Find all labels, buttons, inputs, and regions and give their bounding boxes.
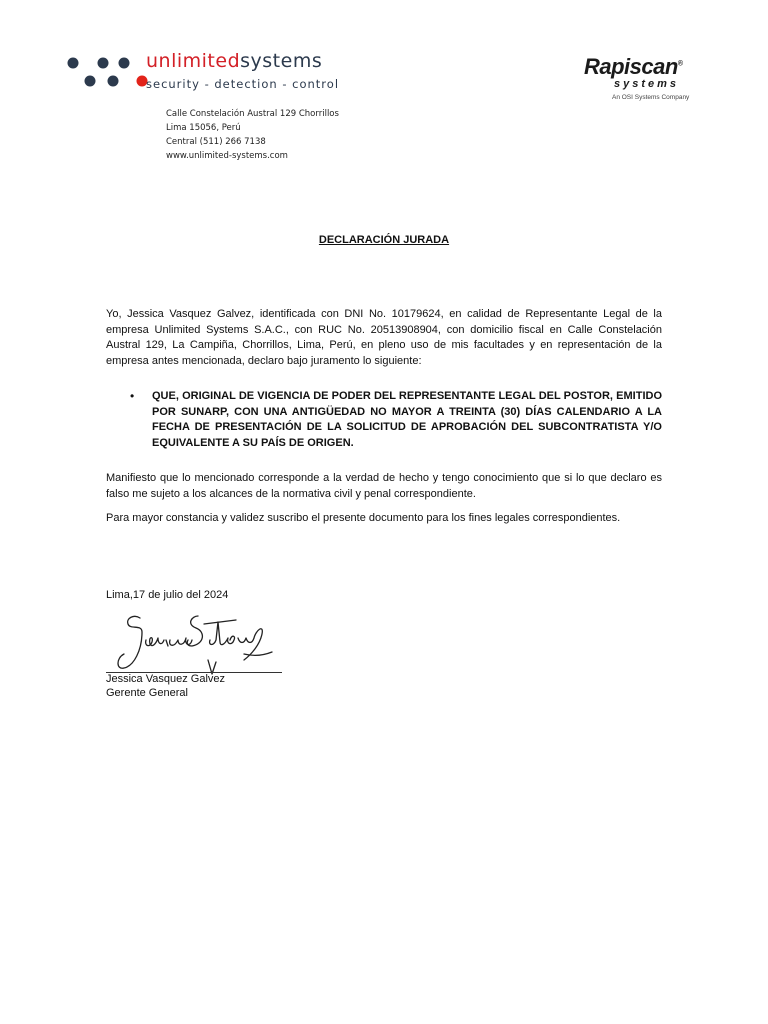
handwritten-signature bbox=[112, 610, 282, 680]
partner-name-text: Rapiscan bbox=[584, 54, 678, 79]
brand-tagline: security - detection - control bbox=[146, 77, 340, 91]
brand-name bbox=[146, 50, 322, 72]
registered-mark: ® bbox=[677, 60, 683, 68]
partner-note: An OSI Systems Company bbox=[612, 94, 690, 101]
acknowledgement-paragraph: Manifiesto que lo mencionado corresponde a la verdad de hecho y tengo conocimiento que si lo que declaro es falso me sujeto a los alcances de la normativa civil y penal correspondiente. bbox=[106, 472, 662, 500]
signer-role: Gerente General bbox=[106, 687, 188, 699]
declaration-paragraph: Yo, Jessica Vasquez Galvez, identificada con DNI No. 10179624, en calidad de Representante Legal de la empresa Unlimited Systems S.A.C., con RUC No. 20513908904, con domicilio fiscal en Calle Constelación Austral 129, La Campiña, Chorrillos, Lima, Perú, en pleno uso de mis facultades y en representación de la empresa antes mencionada, declaro bajo juramento lo siguiente: bbox=[106, 308, 662, 367]
address-line: Lima 15056, Perú bbox=[166, 123, 241, 133]
partner-sub: systems bbox=[614, 78, 680, 90]
company-address bbox=[166, 107, 339, 163]
bullet-icon: • bbox=[130, 389, 135, 403]
validity-paragraph: Para mayor constancia y validez suscribo el presente documento para los fines legales correspondientes. bbox=[106, 512, 621, 524]
address-phone: Central (511) 266 7138 bbox=[166, 137, 266, 147]
signer-name: Jessica Vasquez Galvez bbox=[106, 673, 226, 685]
document-title: DECLARACIÓN JURADA bbox=[318, 234, 450, 246]
brand-name-part2: systems bbox=[240, 50, 323, 72]
address-website: www.unlimited-systems.com bbox=[166, 151, 288, 161]
document-date: Lima,17 de julio del 2024 bbox=[106, 589, 229, 601]
address-line: Calle Constelación Austral 129 Chorrillos bbox=[166, 109, 339, 119]
brand-name-part1: unlimited bbox=[146, 50, 241, 72]
partner-logo bbox=[584, 54, 714, 106]
partner-name bbox=[584, 54, 683, 80]
bullet-text: QUE, ORIGINAL DE VIGENCIA DE PODER DEL REPRESENTANTE LEGAL DEL POSTOR, EMITIDO POR SUNARP, CON UNA ANTIGÜEDAD NO MAYOR A TREINTA (30) DÍAS CALENDARIO A LA FECHA DE PRESENTACIÓN DE LA SOLICITUD DE APROBACIÓN DEL SUBCONTRATISTA Y/O EQUIVALENTE A SU PAÍS DE ORIGEN. bbox=[152, 390, 662, 449]
company-logo bbox=[62, 44, 362, 96]
logo-dots-icon bbox=[62, 44, 152, 96]
